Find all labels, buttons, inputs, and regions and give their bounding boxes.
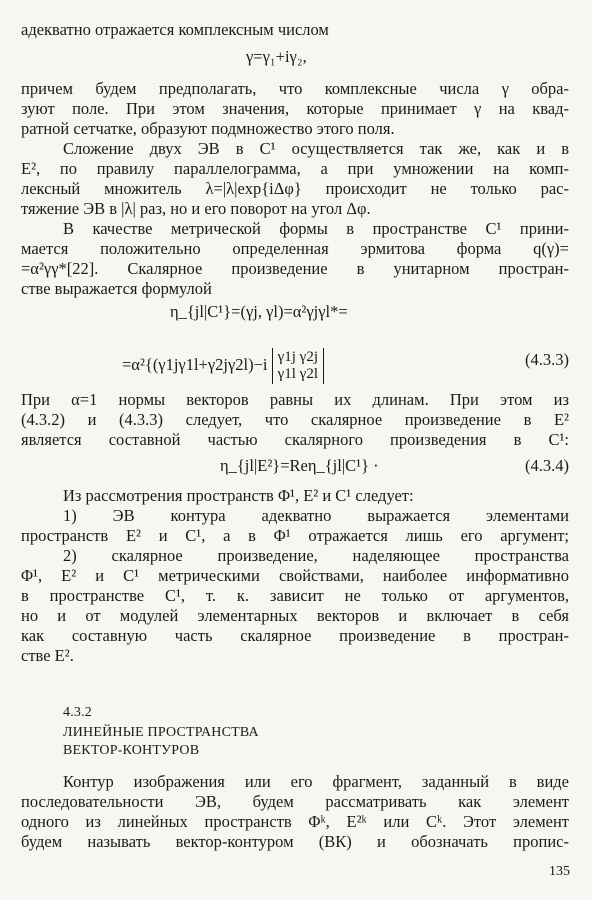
matrix-row: γ1l γ2l [277,366,318,382]
equation-number: (4.3.3) [525,350,569,369]
equation-lhs: =α²{(γ1jγ1l+γ2jγ2l)−i [122,354,268,374]
text-line: последовательности ЭВ, будем рассматривать как элемент [21,792,569,811]
equation-number: (4.3.4) [525,456,569,475]
text-line: причем будем предполагать, что комплексные числа γ обра- [21,79,569,98]
text-line: одного из линейных пространств Φᵏ, E²ᵏ или Cᵏ. Этот элемент [21,812,569,831]
text-line: тяжение ЭВ в |λ| раз, но и его поворот на угол Δφ. [21,199,371,218]
matrix [272,348,324,384]
section-title: ЛИНЕЙНЫЕ ПРОСТРАНСТВА [63,725,259,740]
equation-scalar-product: η_{jl|C¹}=(γj, γl)=α²γjγl*= [170,302,348,321]
text-line: Контур изображения или его фрагмент, заданный в виде [63,772,569,791]
text-line: (4.3.2) и (4.3.3) следует, что скалярное произведение в E² [21,410,569,429]
text-line: Φ¹, E² и C¹ метрическими свойствами, наиболее информативно [21,566,569,585]
equation-real-part: η_{jl|E²}=Reη_{jl|C¹} · [220,456,379,475]
page-number: 135 [549,864,570,879]
text-line: адекватно отражается комплексным числом [21,20,329,39]
text-line: в пространстве C¹, т. к. зависит не только от аргументов, [21,586,569,605]
text-line: 1) ЭВ контура адекватно выражается элементами [63,506,569,525]
matrix-row: γ1j γ2j [277,349,318,365]
equation-gamma: γ=γ₁+iγ₂, [246,47,307,66]
text-line: В качестве метрической формы в пространстве C¹ прини- [63,219,569,238]
text-line: 2) скалярное произведение, наделяющее пространства [63,546,569,565]
text-line: ратной сетчатке, образуют подмножество этого поля. [21,119,395,138]
text-line: стве выражается формулой [21,279,212,298]
text-line: зуют поле. При этом значения, которые принимает γ на квад- [21,99,569,118]
text-line: как составную часть скалярное произведение в простран- [21,626,569,645]
text-line: При α=1 нормы векторов равны их длинам. При этом из [21,390,569,409]
text-line: пространств E² и C¹, а в Φ¹ отражается лишь его аргумент; [21,526,569,545]
text-line: Сложение двух ЭВ в C¹ осуществляется так же, как и в [63,139,569,158]
section-number: 4.3.2 [63,705,92,720]
text-line: является составной частью скалярного произведения в C¹: [21,430,569,449]
text-line: Из рассмотрения пространств Φ¹, E² и C¹ следует: [63,486,414,505]
equation-expanded [122,348,324,384]
text-line: =α²γγ*[22]. Скалярное произведение в унитарном простран- [21,259,569,278]
text-line: будем называть вектор-контуром (ВК) и обозначать пропис- [21,832,569,851]
text-line: лексный множитель λ=|λ|exp{iΔφ} происходит не только рас- [21,179,569,198]
text-line: стве E². [21,646,74,665]
text-line: E², по правилу параллелограмма, а при умножении на комп- [21,159,569,178]
text-line: но и от модулей элементарных векторов и включает в себя [21,606,569,625]
text-line: мается положительно определенная эрмитова форма q(γ)= [21,239,569,258]
section-title: ВЕКТОР-КОНТУРОВ [63,743,200,758]
